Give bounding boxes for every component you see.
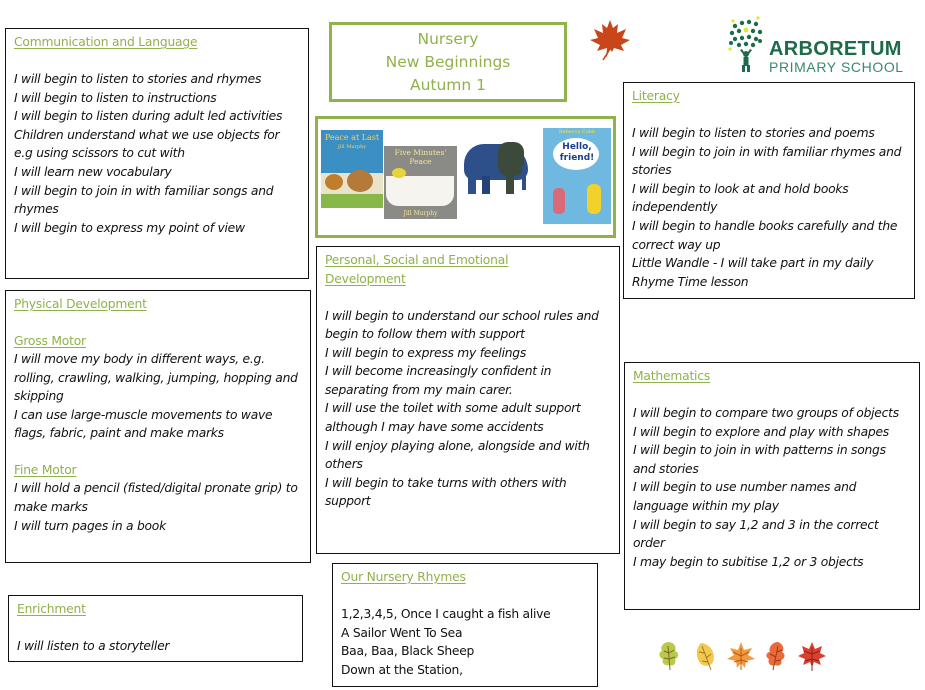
list-item: I will begin to listen to stories and rhymes <box>14 72 262 86</box>
list-item: I will begin to take turns with others with support <box>325 475 567 509</box>
mathematics-panel <box>624 362 920 610</box>
enrichment-heading: Enrichment <box>17 602 86 616</box>
title-line: Nursery <box>417 29 479 48</box>
maple-leaf-orange-icon <box>726 640 756 672</box>
fine-motor-heading: Fine Motor <box>14 462 77 477</box>
list-item: I will learn new vocabulary <box>14 164 172 179</box>
book-cover-five-minutes-peace <box>384 146 457 219</box>
school-name: ARBORETUM <box>769 38 902 60</box>
list-item: I will move my body in different ways, e.g. rolling, crawling, walking, jumping, hopping and skipping <box>14 352 298 404</box>
list-item: Baa, Baa, Black Sheep <box>341 644 475 659</box>
nursery-rhymes-panel <box>332 563 598 687</box>
list-item: I will hold a pencil (fisted/digital pronate grip) to make marks <box>14 481 298 515</box>
physical-development-panel <box>5 290 311 563</box>
psed-heading: Personal, Social and Emotional Development <box>325 253 509 286</box>
list-item: I will begin to listen to instructions <box>14 90 217 105</box>
book-covers-panel <box>315 116 616 238</box>
list-item: I can use large-muscle movements to wave flags, fabric, paint and make marks <box>14 407 273 441</box>
school-subname: PRIMARY SCHOOL <box>769 59 904 75</box>
literacy-panel <box>623 82 915 299</box>
communication-heading: Communication and Language <box>14 35 198 49</box>
book-title: Five Minutes' Peace <box>394 148 447 166</box>
physical-heading: Physical Development <box>14 297 147 311</box>
list-item: I will enjoy playing alone, alongside and with others <box>325 438 590 472</box>
list-item: I will begin to express my point of view <box>14 220 245 235</box>
communication-language-panel <box>5 28 309 279</box>
list-item: I will begin to understand our school rules and begin to follow them with support <box>325 308 599 342</box>
list-item: Little Wandle - I will take part in my daily Rhyme Time lesson <box>632 256 874 289</box>
list-item: I will listen to a storyteller <box>17 639 170 653</box>
gross-motor-heading: Gross Motor <box>14 333 86 348</box>
list-item: I will begin to listen during adult led activities <box>14 109 283 124</box>
book-cover-elephant <box>458 136 544 201</box>
list-item: I will begin to explore and play with shapes <box>633 424 889 439</box>
book-author: Jill Murphy <box>403 210 438 217</box>
list-item: I will begin to handle books carefully and the correct way up <box>632 218 898 252</box>
list-item: I will begin to join in with familiar rhymes and stories <box>632 144 902 178</box>
list-item: I will become increasingly confident in separating from my main carer. <box>325 364 552 397</box>
list-item: I will begin to compare two groups of objects <box>633 406 899 420</box>
rhymes-heading: Our Nursery Rhymes <box>341 570 466 584</box>
list-item: I will begin to listen to stories and poems <box>632 126 875 140</box>
book-title: Hello, friend! <box>559 142 595 163</box>
book-cover-hello-friend <box>543 128 611 224</box>
list-item: I will begin to say 1,2 and 3 in the correct order <box>633 517 879 551</box>
list-item: I will begin to join in with patterns in songs and stories <box>633 443 886 476</box>
book-cover-peace-at-last <box>321 130 383 208</box>
list-item: I will begin to join in with familiar songs and rhymes <box>14 183 274 217</box>
list-item: I will begin to use number names and language within my play <box>633 480 857 513</box>
enrichment-panel <box>8 595 303 662</box>
list-item: I will begin to express my feelings <box>325 345 527 360</box>
literacy-heading: Literacy <box>632 89 680 103</box>
maple-leaf-icon <box>588 18 632 62</box>
list-item: I will turn pages in a book <box>14 518 166 533</box>
page-title <box>329 22 567 102</box>
oak-leaf-green-icon <box>656 640 682 672</box>
list-item: A Sailor Went To Sea <box>341 625 463 640</box>
book-author: Jill Murphy <box>337 144 367 150</box>
list-item: 1,2,3,4,5, Once I caught a fish alive <box>341 607 551 621</box>
leaf-yellow-icon <box>693 640 719 672</box>
title-line: New Beginnings <box>385 52 511 71</box>
maple-leaf-red-icon <box>797 640 827 672</box>
school-logo <box>725 12 905 75</box>
list-item: I may begin to subitise 1,2 or 3 objects <box>633 554 864 569</box>
oak-leaf-orange-icon <box>763 640 789 672</box>
title-line: Autumn 1 <box>409 75 487 94</box>
book-author: Rebecca Cobb <box>558 129 596 135</box>
mathematics-heading: Mathematics <box>633 369 711 383</box>
list-item: Children understand what we use objects for e.g using scissors to cut with <box>14 127 280 161</box>
list-item: I will use the toilet with some adult support although I may have some accidents <box>325 401 581 435</box>
list-item: Down at the Station, <box>341 662 463 677</box>
list-item: I will begin to look at and hold books independently <box>632 181 849 215</box>
psed-panel <box>316 246 620 554</box>
tree-logo-icon <box>725 12 771 74</box>
book-title: Peace at Last <box>324 133 380 142</box>
